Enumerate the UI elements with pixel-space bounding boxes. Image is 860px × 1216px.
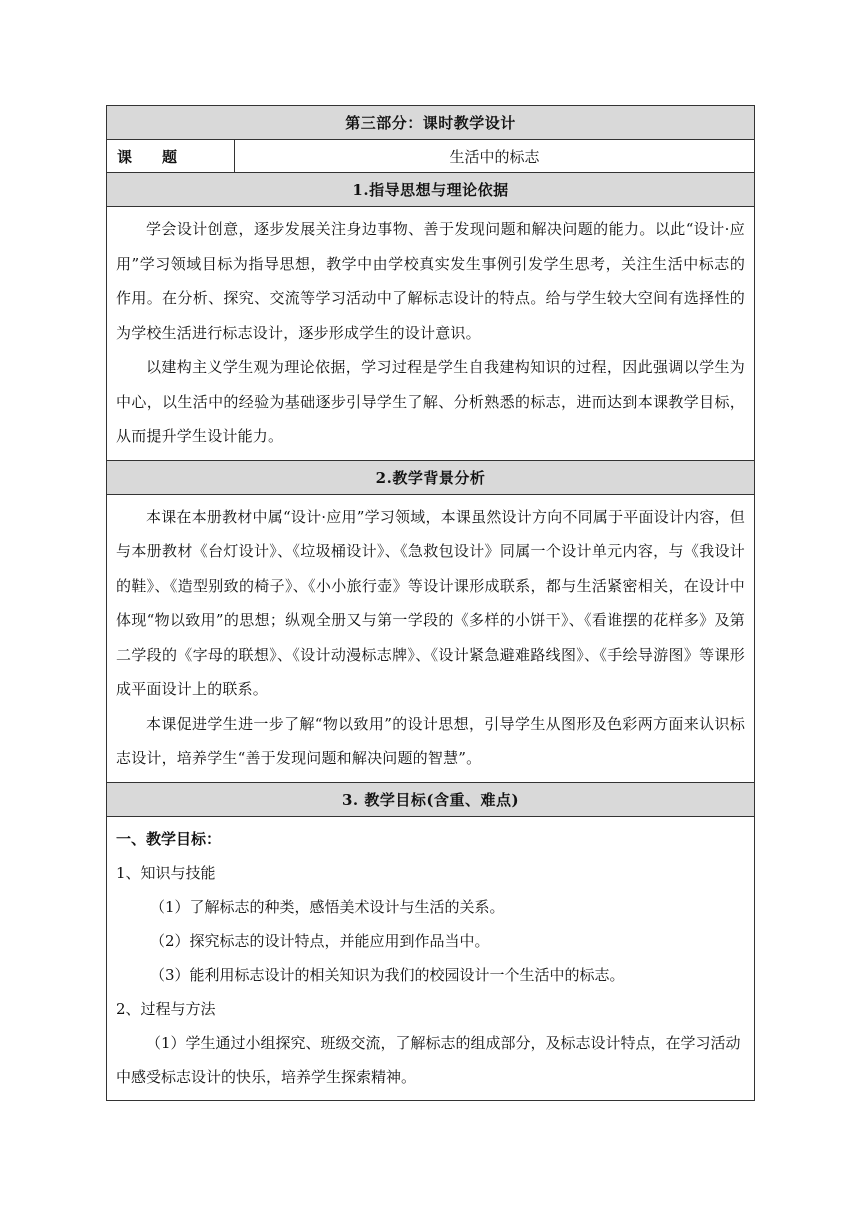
section1-body [107,207,755,461]
lesson-design-table [106,105,755,1101]
objective-item: （3）能利用标志设计的相关知识为我们的校园设计一个生活中的标志。 [150,965,625,984]
section1-paragraph: 学会设计创意，逐步发展关注身边事物、善于发现问题和解决问题的能力。以此“设计·应用”学习领域目标为指导思想，教学中由学校真实发生事例引发学生思考，关注生活中标志的作用。在分析、探究、交流等学习活动中了解标志设计的特点。给与学生较大空间有选择性的为学校生活进行标志设计，逐步形成学生的设计意识。 [116,220,746,342]
objective-item: （1）了解标志的种类，感悟美术设计与生活的关系。 [150,897,505,916]
section1-title: 1.指导思想与理论依据 [107,173,755,207]
section2-body [107,494,755,782]
process-method-heading: 2、过程与方法 [116,999,216,1018]
topic-label-a: 课 [117,147,133,166]
section2-paragraph: 本课促进学生进一步了解“物以致用”的设计思想，引导学生从图形及色彩两方面来认识标志设计，培养学生“善于发现问题和解决问题的智慧”。 [116,714,746,767]
objective-item: （2）探究标志的设计特点，并能应用到作品当中。 [150,931,490,950]
knowledge-skills-heading: 1、知识与技能 [116,863,216,882]
section1-paragraph: 以建构主义学生观为理论依据，学习过程是学生自我建构知识的过程，因此强调以学生为中心，以生活中的经验为基础逐步引导学生了解、分析熟悉的标志，进而达到本课教学目标，从而提升学生设计能力。 [116,358,746,445]
section2-title: 2.教学背景分析 [107,460,755,494]
topic-label-b: 题 [162,147,178,166]
section2-paragraph: 本课在本册教材中属“设计·应用”学习领域，本课虽然设计方向不同属于平面设计内容，但与本册教材《台灯设计》、《垃圾桶设计》、《急救包设计》同属一个设计单元内容，与《我设计的鞋》、《造型别致的椅子》、《小小旅行壶》等设计课形成联系，都与生活紧密相关，在设计中体现“物以致用”的思想；纵观全册又与第一学段的《多样的小饼干》、《看谁摆的花样多》及第二学段的《字母的联想》、《设计动漫标志牌》、《设计紧急避难路线图》、《手绘导游图》等课形成平面设计上的联系。 [116,507,746,698]
process-method-item: （1）学生通过小组探究、班级交流，了解标志的组成部分，及标志设计特点，在学习活动中感受标志设计的快乐，培养学生探索精神。 [116,1033,741,1086]
section3-title: 3. 教学目标(含重、难点) [107,782,755,816]
topic-value: 生活中的标志 [235,140,755,173]
section3-body [107,816,755,1100]
topic-label [107,140,235,173]
objectives-heading: 一、教学目标： [116,829,222,848]
part-title: 第三部分：课时教学设计 [107,106,755,140]
